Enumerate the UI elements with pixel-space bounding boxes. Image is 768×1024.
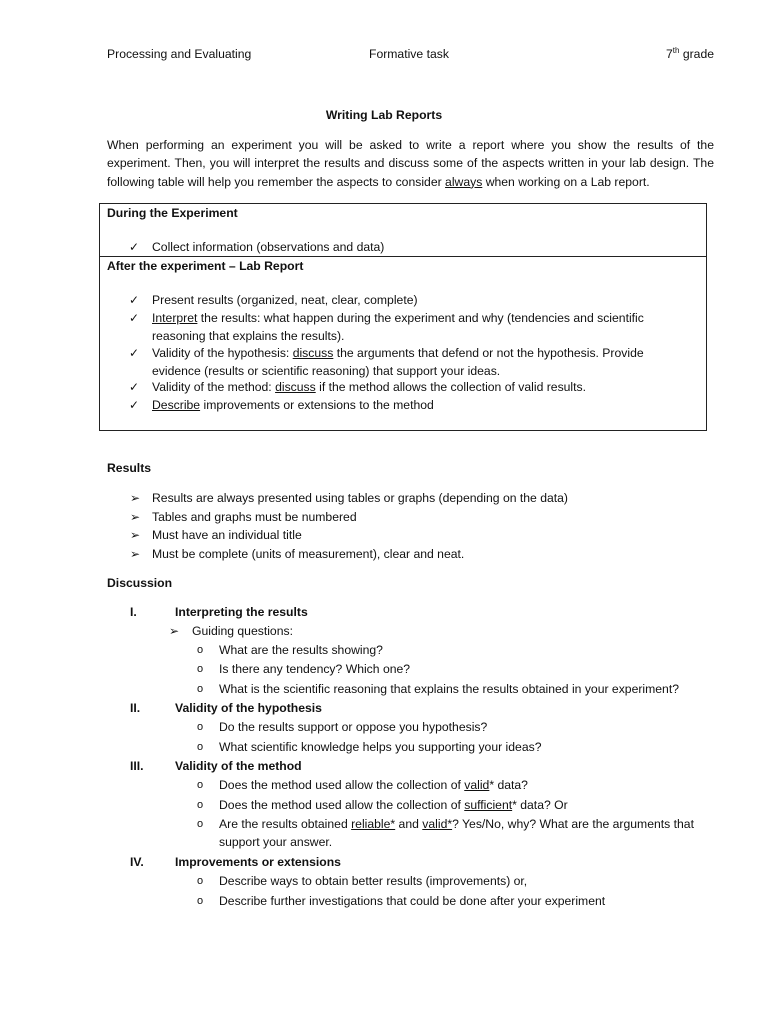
after-item: [152, 396, 692, 414]
guiding-questions-label: Guiding questions:: [192, 624, 293, 638]
results-item: Tables and graphs must be numbered: [152, 510, 357, 524]
question-item: Describe further investigations that could be done after your experiment: [219, 894, 606, 908]
section-title-method: Validity of the method: [175, 759, 302, 773]
question-item: Describe ways to obtain better results (improvements) or,: [219, 874, 528, 888]
after-item: [152, 291, 692, 309]
question-text: ? Yes/No, why? What are the arguments that support your answer.: [219, 817, 694, 850]
question-item: Is there any tendency? Which one?: [219, 662, 411, 676]
after-item-text: the results: what happen during the experiment and why (tendencies and scientific reasoning that explains the results).: [152, 311, 644, 344]
results-item: Must have an individual title: [152, 528, 302, 542]
question-item: What are the results showing?: [219, 643, 383, 657]
question-item: [219, 796, 709, 814]
arrow-bullet-icon: ➢: [130, 547, 141, 561]
check-icon: ✓: [129, 240, 140, 254]
question-text: Are the results obtained: [219, 817, 352, 831]
header-grade: [666, 45, 714, 63]
question-keyword: reliable*: [351, 817, 396, 831]
section-numeral: III.: [130, 759, 144, 773]
check-icon: ✓: [129, 311, 140, 325]
section-title-interpreting: Interpreting the results: [175, 605, 308, 619]
section-title-improvements: Improvements or extensions: [175, 855, 341, 869]
circle-bullet-icon: o: [197, 644, 204, 656]
results-heading: Results: [107, 461, 152, 475]
question-text: * data?: [489, 778, 528, 792]
question-item: What scientific knowledge helps you supporting your ideas?: [219, 740, 542, 754]
circle-bullet-icon: o: [197, 741, 204, 753]
after-item-keyword: Describe: [152, 398, 201, 412]
after-item: [152, 344, 692, 381]
after-item-keyword: Interpret: [152, 311, 198, 325]
arrow-bullet-icon: ➢: [130, 491, 141, 505]
check-icon: ✓: [129, 293, 140, 307]
check-icon: ✓: [129, 346, 140, 360]
after-heading: After the experiment – Lab Report: [107, 259, 304, 273]
question-item: What is the scientific reasoning that explains the results obtained in your experiment?: [219, 682, 679, 696]
grade-word: grade: [682, 47, 715, 61]
circle-bullet-icon: o: [197, 779, 204, 791]
circle-bullet-icon: o: [197, 818, 204, 830]
circle-bullet-icon: o: [197, 799, 204, 811]
after-item-keyword: discuss: [275, 380, 316, 394]
check-icon: ✓: [129, 398, 140, 412]
after-item-text: the arguments that defend or not the hypothesis. Provide evidence (results or scientific reasoning) that support your ideas.: [152, 346, 644, 379]
circle-bullet-icon: o: [197, 875, 204, 887]
page-title: Writing Lab Reports: [325, 108, 443, 122]
section-title-hypothesis: Validity of the hypothesis: [175, 701, 322, 715]
question-item: [219, 815, 709, 852]
after-item: [152, 378, 692, 396]
grade-number: 7: [666, 47, 673, 61]
after-item-text: Validity of the method:: [152, 380, 276, 394]
question-text: Does the method used allow the collection of: [219, 798, 465, 812]
intro-text-before: When performing an experiment you will be asked to write a report where you show the results of the experiment. Then, you will interpret the results and discuss some of the aspects written in your lab design. The following table will help you remember the aspects to consider: [107, 138, 714, 189]
grade-ordinal: th: [672, 45, 680, 55]
question-text: Does the method used allow the collection of: [219, 778, 465, 792]
during-heading: During the Experiment: [107, 206, 238, 220]
after-item-text: Validity of the hypothesis:: [152, 346, 293, 360]
question-text: and: [395, 817, 423, 831]
question-keyword: valid*: [422, 817, 453, 831]
intro-paragraph: [107, 136, 714, 191]
intro-underlined-word: always: [445, 174, 483, 189]
after-item-text: if the method allows the collection of valid results.: [315, 380, 587, 394]
results-item: Must be complete (units of measurement), clear and neat.: [152, 547, 465, 561]
after-item-text: Present results (organized, neat, clear, complete): [152, 293, 418, 307]
during-item: Collect information (observations and data): [152, 240, 385, 254]
arrow-bullet-icon: ➢: [130, 510, 141, 524]
question-item: Do the results support or oppose you hypothesis?: [219, 720, 488, 734]
question-keyword: valid: [464, 778, 490, 792]
discussion-heading: Discussion: [107, 576, 173, 590]
question-text: * data? Or: [512, 798, 568, 812]
circle-bullet-icon: o: [197, 663, 204, 675]
after-item-keyword: discuss: [292, 346, 334, 360]
section-numeral: IV.: [130, 855, 144, 869]
table-during-experiment: [99, 203, 707, 257]
question-keyword: sufficient: [464, 798, 513, 812]
intro-text-after: when working on a Lab report.: [482, 174, 650, 189]
circle-bullet-icon: o: [197, 895, 204, 907]
header-subject: Processing and Evaluating: [107, 47, 252, 61]
results-item: Results are always presented using tables or graphs (depending on the data): [152, 491, 568, 505]
circle-bullet-icon: o: [197, 721, 204, 733]
header-task-type: Formative task: [369, 47, 449, 61]
table-after-experiment: [99, 256, 707, 431]
section-numeral: I.: [130, 605, 137, 619]
check-icon: ✓: [129, 380, 140, 394]
question-item: [219, 776, 709, 794]
circle-bullet-icon: o: [197, 683, 204, 695]
after-item-text: improvements or extensions to the method: [200, 398, 434, 412]
after-item: [152, 309, 692, 346]
arrow-bullet-icon: ➢: [130, 528, 141, 542]
arrow-bullet-icon: ➢: [169, 624, 180, 638]
section-numeral: II.: [130, 701, 141, 715]
